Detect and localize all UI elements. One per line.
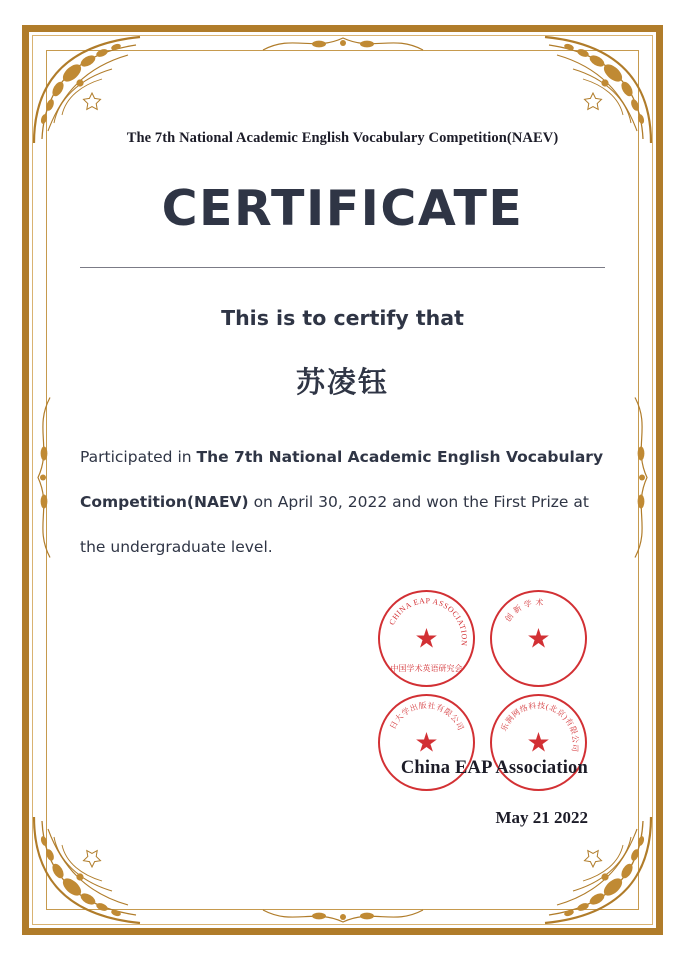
seal-ring-label-1: CHINA EAP ASSOCIATION [387,596,469,647]
recipient-name: 苏凌钰 [295,365,389,399]
seal-inner-label-1: 中国学术英语研究会 [390,664,463,673]
svg-text:创 新 学 术 [502,597,544,623]
seal-china-eap-association [378,590,475,687]
competition-subtitle: The 7th National Academic English Vocabulary Competition(NAEV) [126,130,559,146]
body-competition-name: The 7th National Academic English Vocabulary Competition(NAEV) [80,448,604,511]
issuing-organization: China EAP Association [400,758,588,778]
body-tail: won the First Prize at the undergraduate level. [80,492,589,556]
body-middle: on April 30, 2022 and [248,492,422,511]
page-title: CERTIFICATE [161,180,524,237]
seal-innovation-academic [490,590,587,687]
star-icon: ★ [526,623,551,653]
seal-ring-label-3: 日大学出版社有限公司 [388,700,466,733]
star-icon: ★ [526,727,551,757]
seal-ring-label-2: 创 新 学 术 [503,597,544,624]
seal-group [378,590,593,780]
issue-date: May 21 2022 [495,808,588,827]
body-prefix: Participated in [80,448,197,466]
star-icon: ★ [414,727,439,757]
certificate-content [80,120,605,870]
seal-ring-label-4: 乐涧网络科技(北京)有限公司 [499,700,581,753]
title-divider [80,267,605,268]
star-icon: ★ [414,623,439,653]
certify-line: This is to certify that [221,306,464,330]
certificate-body [80,435,605,570]
